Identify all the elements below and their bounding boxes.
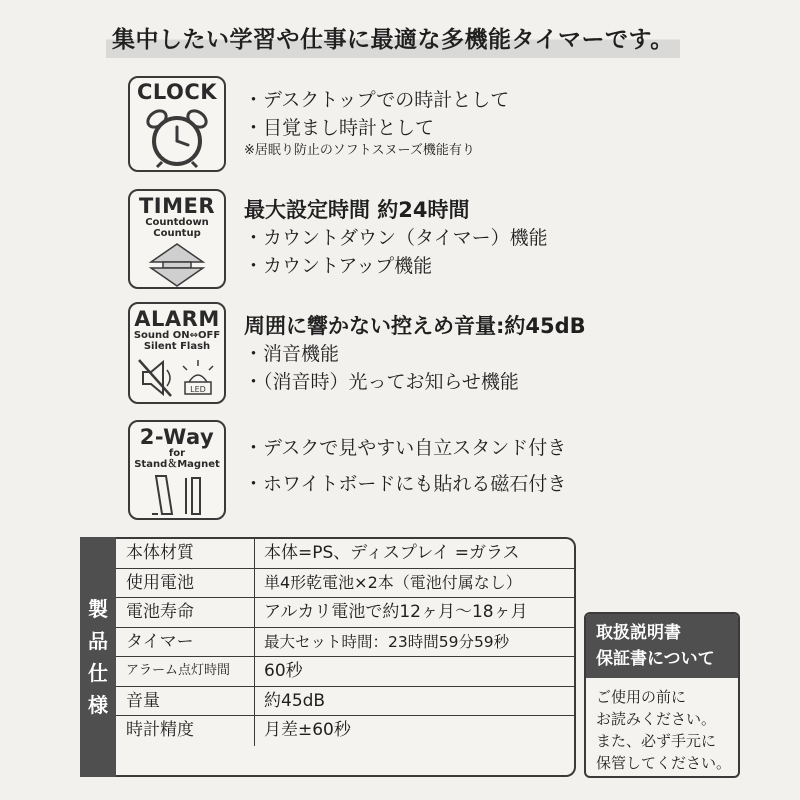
spec-value: 60秒 <box>264 661 303 681</box>
feature-line: ・消音機能 <box>244 343 340 365</box>
note-line: 保管してください。 <box>596 754 732 772</box>
note-title-line: 取扱説明書 <box>596 623 681 643</box>
up-down-arrows-icon <box>147 242 207 288</box>
feature-line: ・（消音時）光ってお知らせ機能 <box>244 371 519 393</box>
spec-value: 月差±60秒 <box>264 720 351 740</box>
note-line: ご使用の前に <box>596 688 687 706</box>
alarm-feature-text <box>244 312 586 396</box>
manual-warranty-note <box>584 612 740 778</box>
timer-sub-countup: Countup <box>153 228 201 239</box>
table-row <box>116 569 574 599</box>
two-way-label: 2-Way <box>139 425 215 449</box>
alarm-feature-icon-box <box>128 302 226 404</box>
timer-label: TIMER <box>138 194 216 218</box>
note-title-line: 保証書について <box>596 649 715 669</box>
timer-feature-text <box>244 196 548 280</box>
two-way-feature-text <box>244 434 566 498</box>
spec-key: 本体材質 <box>116 539 255 568</box>
note-header <box>586 614 738 678</box>
note-line: また、必ず手元に <box>596 732 717 750</box>
two-way-sub-stand-magnet: Stand＆Magnet <box>134 459 220 470</box>
clock-label: CLOCK <box>136 80 218 104</box>
spec-key: タイマー <box>116 628 255 657</box>
spec-value: アルカリ電池で約12ヶ月〜18ヶ月 <box>264 602 528 622</box>
led-text: LED <box>190 385 206 394</box>
timer-feature-icon-box <box>128 189 226 289</box>
feature-line: ・カウントダウン（タイマー）機能 <box>244 227 548 249</box>
spec-key: アラーム点灯時間 <box>116 657 255 686</box>
two-way-sub-for: for <box>168 448 186 459</box>
table-row <box>116 539 574 569</box>
table-row <box>116 598 574 628</box>
spec-side-char: 製 <box>88 597 108 621</box>
stand-magnet-icon <box>142 474 212 516</box>
alarm-label: ALARM <box>134 307 220 331</box>
clock-feature-text <box>244 86 509 160</box>
alarm-sub-sound: Sound ON⇔OFF <box>133 330 221 341</box>
spec-value: 単4形乾電池×2本（電池付属なし） <box>264 572 522 592</box>
spec-side-char: 品 <box>88 629 108 653</box>
alarm-clock-icon <box>142 105 212 169</box>
spec-value: 最大セット時間：23時間59分59秒 <box>264 632 510 651</box>
note-body <box>586 678 738 774</box>
feature-title: 最大設定時間 約24時間 <box>244 198 470 222</box>
two-way-feature-icon-box <box>128 420 226 520</box>
feature-line: ・デスクトップでの時計として <box>244 89 510 111</box>
headline: 集中したい学習や仕事に最適な多機能タイマーです。 <box>106 22 680 58</box>
spec-key: 時計精度 <box>116 716 255 746</box>
feature-note: ※居眠り防止のソフトスヌーズ機能有り <box>244 143 475 158</box>
feature-line: ・カウントアップ機能 <box>244 255 433 277</box>
feature-line: ・デスクで見やすい自立スタンド付き <box>244 437 567 459</box>
table-row <box>116 716 574 746</box>
spec-value: 約45dB <box>264 690 326 711</box>
table-row <box>116 687 574 717</box>
alarm-sub-silent: Silent Flash <box>143 341 211 352</box>
spec-key: 電池寿命 <box>116 598 255 627</box>
spec-key: 使用電池 <box>116 569 255 598</box>
feature-line: ・目覚まし時計として <box>244 117 435 139</box>
table-row <box>116 628 574 658</box>
note-line: お読みください。 <box>596 710 717 728</box>
clock-feature-icon-box <box>128 76 226 172</box>
feature-title: 周囲に響かない控えめ音量:約45dB <box>244 314 586 338</box>
spec-key: 音量 <box>116 687 255 716</box>
spec-table <box>116 537 576 777</box>
table-row <box>116 657 574 687</box>
spec-side-label <box>80 537 116 777</box>
feature-line: ・ホワイトボードにも貼れる磁石付き <box>244 473 567 495</box>
timer-sub-countdown: Countdown <box>145 217 209 228</box>
spec-value: 本体=PS、ディスプレイ =ガラス <box>264 543 520 563</box>
spec-side-char: 仕 <box>88 661 108 685</box>
mute-speaker-icon <box>135 356 219 400</box>
spec-side-char: 様 <box>88 693 108 717</box>
